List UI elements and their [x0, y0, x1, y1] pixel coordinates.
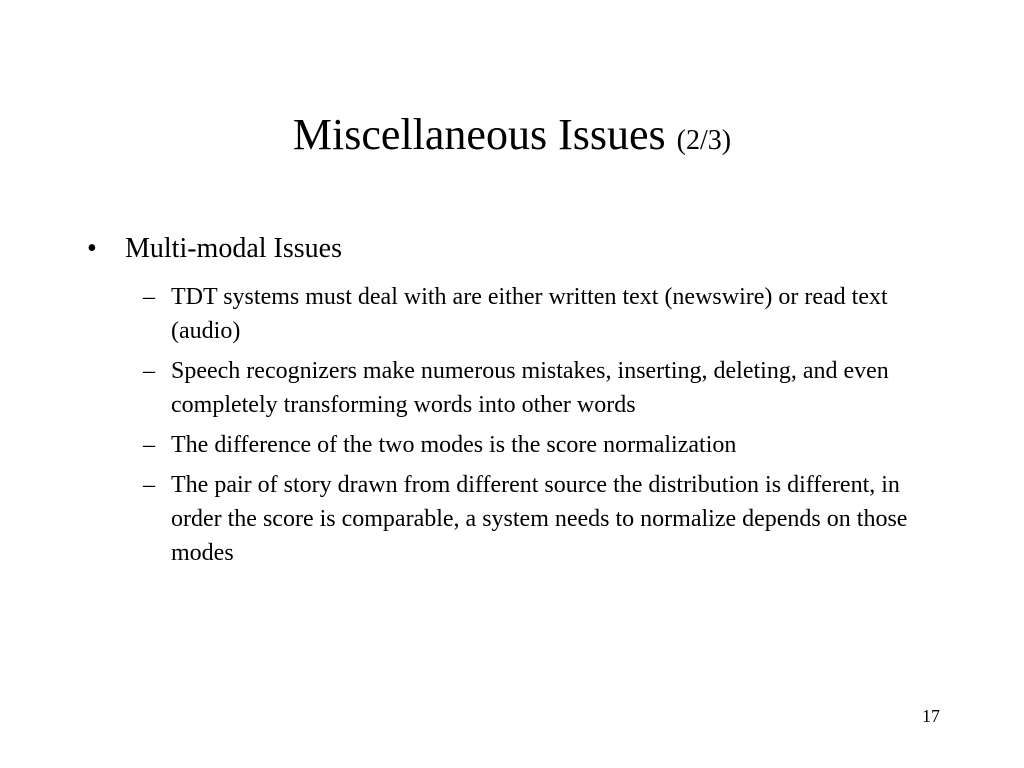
sub-bullet-text: Speech recognizers make numerous mistakes, inserting, deleting, and even completely transforming words into other words — [171, 358, 889, 418]
dash-marker: – — [143, 432, 155, 458]
sub-bullet-item — [143, 468, 933, 570]
sub-bullet-item — [143, 428, 933, 462]
sub-bullet-text: The pair of story drawn from different source the distribution is different, in order the score is comparable, a system needs to normalize depends on those modes — [171, 472, 908, 566]
slide-title — [0, 108, 1024, 168]
bullet-marker: • — [87, 233, 97, 264]
bullet-text: Multi-modal Issues — [125, 233, 342, 264]
slide-title-main: Miscellaneous Issues — [292, 110, 666, 159]
dash-marker: – — [143, 472, 155, 498]
sub-bullet-item — [143, 354, 933, 422]
dash-marker: – — [143, 284, 155, 310]
sub-bullet-text: The difference of the two modes is the score normalization — [171, 432, 737, 458]
sub-bullet-text: TDT systems must deal with are either written text (newswire) or read text (audio) — [171, 284, 888, 344]
dash-marker: – — [143, 358, 155, 384]
sub-bullet-list — [143, 280, 933, 576]
slide-title-sub: (2/3) — [676, 125, 732, 156]
page-number: 17 — [922, 706, 940, 726]
sub-bullet-item — [143, 280, 933, 348]
